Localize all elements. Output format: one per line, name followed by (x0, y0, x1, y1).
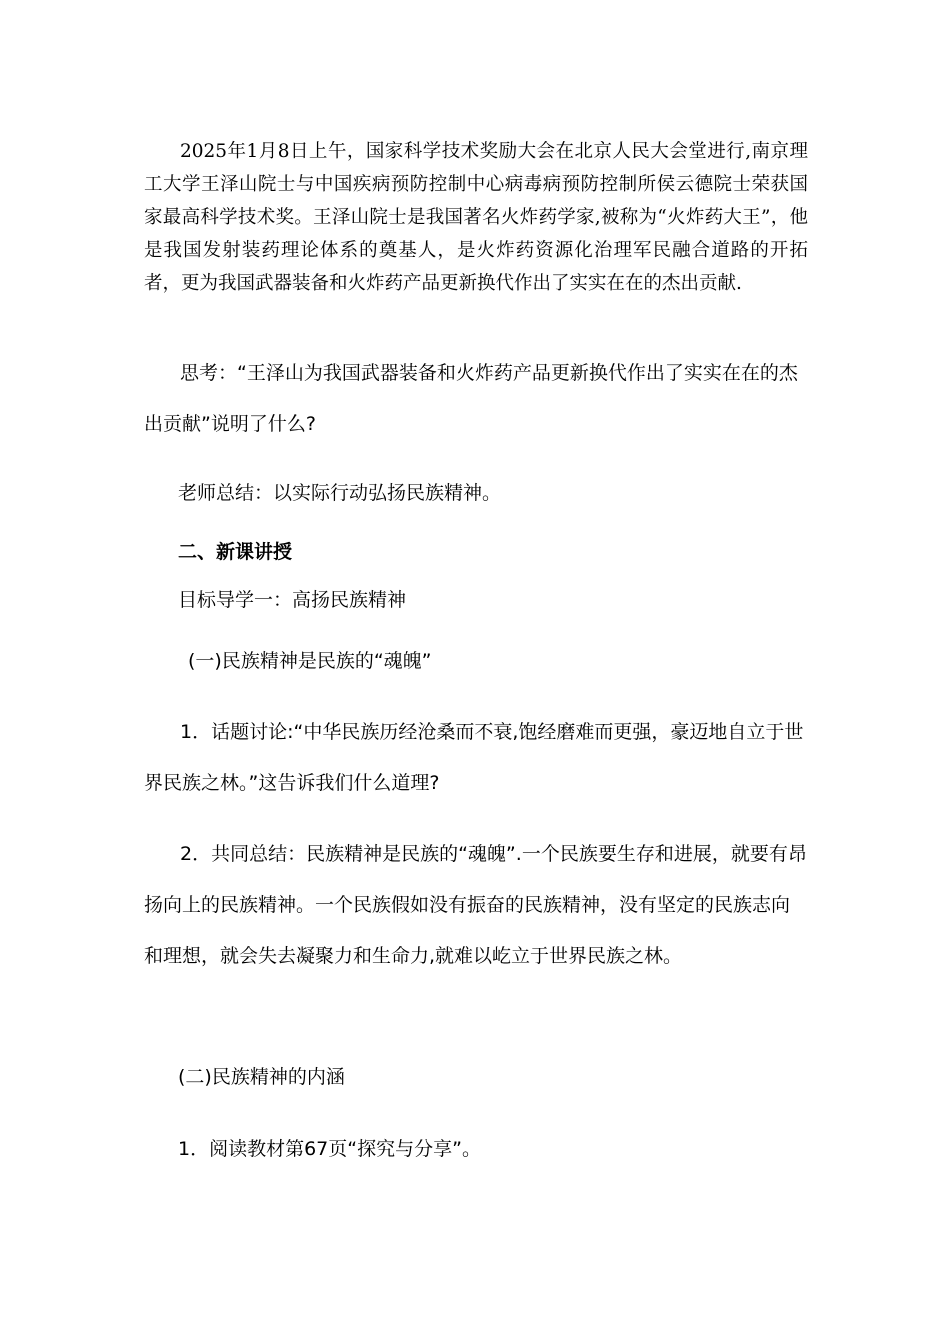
subsection-two-heading: (二)民族精神的内涵 (178, 1066, 345, 1088)
intro-paragraph: 2025年1月8日上午，国家科学技术奖励大会在北京人民大会堂进行,南京理工大学王泽山院士与中国疾病预防控制中心病毒病预防控制所侯云德院士荣获国家最高科学技术奖。王泽山院士是我国著名火炸药学家,被称为“火炸药大王”，他是我国发射装药理论体系的奠基人，是火炸药资源化治理军民融合道路的开拓者，更为我国武器装备和火炸药产品更新换代作出了实实在在的杰出贡献. (144, 141, 808, 294)
section-heading: 二、新课讲授 (178, 541, 293, 563)
item-three: 1．阅读教材第67页“探究与分享”。 (178, 1138, 481, 1160)
item-two: 2．共同总结：民族精神是民族的“魂魄”.一个民族要生存和进展，就要有昂扬向上的民族精神。一个民族假如没有振奋的民族精神，没有坚定的民族志向和理想，就会失去凝聚力和生命力,就难以屹立于世界民族之林。 (144, 843, 807, 967)
teacher-summary: 老师总结：以实际行动弘扬民族精神。 (178, 482, 502, 504)
goal-one-heading: 目标导学一：高扬民族精神 (178, 589, 407, 611)
think-question: 思考：“王泽山为我国武器装备和火炸药产品更新换代作出了实实在在的杰出贡献”说明了什么? (144, 362, 798, 435)
item-one: 1．话题讨论:“中华民族历经沧桑而不衰,饱经磨难而更强，豪迈地自立于世界民族之林。”这告诉我们什么道理? (144, 721, 804, 794)
subsection-one-heading: (一)民族精神是民族的“魂魄” (188, 650, 432, 672)
